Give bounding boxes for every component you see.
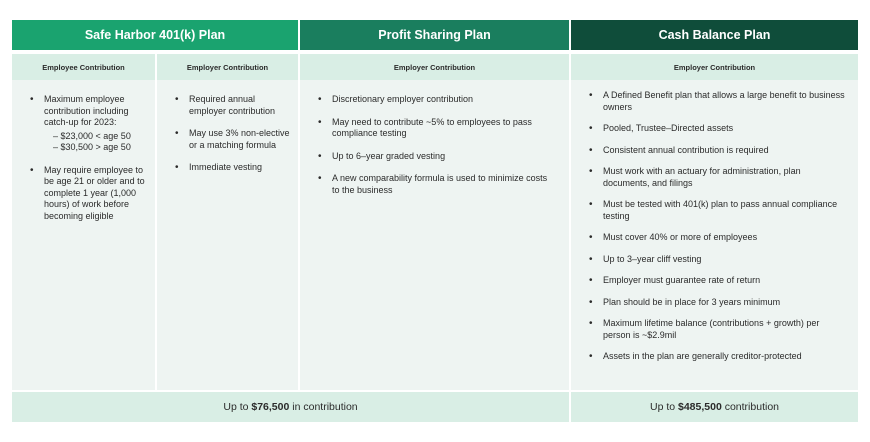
list-item: • May need to contribute ~5% to employees to pass compliance testing (314, 117, 557, 140)
footer-suffix: in contribution (289, 401, 358, 413)
safe-harbor-column (12, 20, 298, 50)
list-item: • Discretionary employer contribution (314, 94, 557, 106)
list-item: • Assets in the plan are generally creditor-protected (585, 351, 846, 363)
safe-harbor-employer-header: Employer Contribution (157, 54, 298, 81)
list-item: • Up to 6–year graded vesting (314, 151, 557, 163)
safe-harbor-employee-header: Employee Contribution (12, 54, 155, 81)
list-item: • Up to 3–year cliff vesting (585, 254, 846, 266)
cash-balance-employer-header: Employer Contribution (571, 54, 858, 81)
footer-prefix: Up to (223, 401, 252, 413)
profit-sharing-list (300, 80, 569, 196)
profit-sharing-title: Profit Sharing Plan (300, 20, 569, 50)
profit-sharing-employer-header: Employer Contribution (300, 54, 569, 81)
footer-suffix: contribution (721, 401, 779, 413)
list-item: • Employer must guarantee rate of return (585, 275, 846, 287)
safe-harbor-title: Safe Harbor 401(k) Plan (12, 20, 298, 50)
cash-balance-contribution-footer (571, 392, 858, 422)
list-item: • Consistent annual contribution is required (585, 145, 846, 157)
footer-amount: $76,500 (251, 401, 290, 413)
list-item: • Must be tested with 401(k) plan to pass annual compliance testing (585, 199, 846, 222)
combined-contribution-footer (12, 392, 569, 422)
safe-harbor-employee-body (12, 80, 155, 390)
cash-balance-list (571, 80, 858, 363)
footer-amount: $485,500 (678, 401, 722, 413)
profit-sharing-column (300, 20, 569, 50)
cash-balance-body (571, 80, 858, 390)
cash-balance-title: Cash Balance Plan (571, 20, 858, 50)
list-item: • Plan should be in place for 3 years minimum (585, 297, 846, 309)
profit-sharing-body (300, 80, 569, 390)
safe-harbor-employee-list (12, 80, 155, 222)
list-item: • Pooled, Trustee–Directed assets (585, 123, 846, 135)
contribution-limits-list (44, 131, 149, 154)
list-item: • May require employee to be age 21 or older and to complete 1 year (1,000 hours) of work before becoming eligible (26, 165, 149, 223)
list-subitem: – $23,000 < age 50 (53, 130, 131, 141)
list-subitem: – $30,500 > age 50 (53, 142, 131, 152)
cash-balance-column (571, 20, 858, 50)
list-item: • A new comparability formula is used to minimize costs to the business (314, 173, 557, 196)
list-item: • Required annual employer contribution (171, 94, 292, 117)
safe-harbor-employer-list (157, 80, 298, 174)
list-item: • A Defined Benefit plan that allows a large benefit to business owners (585, 90, 846, 113)
list-item: • Immediate vesting (171, 162, 292, 174)
list-item: • Maximum lifetime balance (contributions + growth) per person is ~$2.9mil (585, 318, 846, 341)
footer-prefix: Up to (649, 401, 678, 413)
list-item: • May use 3% non-elective or a matching formula (171, 128, 292, 151)
list-item: • Must work with an actuary for administration, plan documents, and filings (585, 166, 846, 189)
list-item: • Must cover 40% or more of employees (585, 232, 846, 244)
safe-harbor-employer-body (157, 80, 298, 390)
list-item: • Maximum employee contribution including catch-up for 2023: – $23,000 < age 50 – $30,500 > age 50 (26, 94, 149, 154)
